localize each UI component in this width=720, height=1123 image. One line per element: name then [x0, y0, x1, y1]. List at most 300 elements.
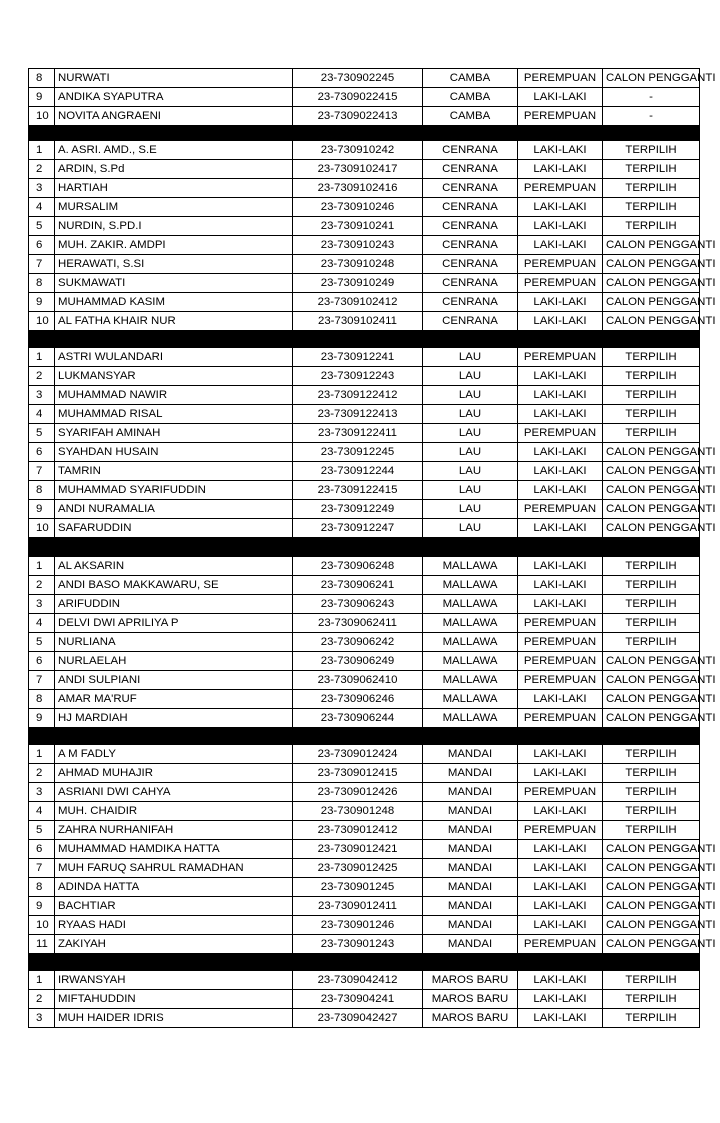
name-cell: ANDIKA SYAPUTRA [55, 88, 293, 107]
table-row [29, 840, 700, 859]
status-cell: TERPILIH [603, 764, 700, 783]
name-cell: AL AKSARIN [55, 557, 293, 576]
row-number-cell: 7 [29, 462, 55, 481]
row-number-cell: 6 [29, 840, 55, 859]
registration-number-cell: 23-7309062410 [293, 671, 423, 690]
row-number-cell: 10 [29, 916, 55, 935]
status-cell: CALON PENGGANTI [603, 519, 700, 538]
name-cell: A. ASRI. AMD., S.E [55, 141, 293, 160]
table-row [29, 198, 700, 217]
registration-number-cell: 23-7309042427 [293, 1009, 423, 1028]
row-number-cell: 9 [29, 897, 55, 916]
gender-cell: PEREMPUAN [518, 500, 603, 519]
table-row [29, 141, 700, 160]
status-cell: CALON PENGGANTI [603, 293, 700, 312]
row-number-cell: 10 [29, 519, 55, 538]
district-cell: MANDAI [423, 745, 518, 764]
table-row [29, 990, 700, 1009]
document-page [28, 68, 716, 1028]
status-cell: CALON PENGGANTI [603, 671, 700, 690]
status-cell: CALON PENGGANTI [603, 709, 700, 728]
district-cell: MANDAI [423, 897, 518, 916]
row-number-cell: 3 [29, 1009, 55, 1028]
name-cell: RYAAS HADI [55, 916, 293, 935]
section-separator [29, 331, 700, 348]
registration-number-cell: 23-730912247 [293, 519, 423, 538]
district-cell: MANDAI [423, 764, 518, 783]
district-cell: CENRANA [423, 198, 518, 217]
table-row [29, 462, 700, 481]
status-cell: CALON PENGGANTI [603, 443, 700, 462]
gender-cell: LAKI-LAKI [518, 443, 603, 462]
district-cell: MALLAWA [423, 576, 518, 595]
registration-number-cell: 23-730910246 [293, 198, 423, 217]
gender-cell: LAKI-LAKI [518, 576, 603, 595]
table-row [29, 179, 700, 198]
district-cell: MALLAWA [423, 709, 518, 728]
registration-number-cell: 23-7309102412 [293, 293, 423, 312]
name-cell: SYARIFAH AMINAH [55, 424, 293, 443]
row-number-cell: 1 [29, 745, 55, 764]
gender-cell: LAKI-LAKI [518, 367, 603, 386]
name-cell: IRWANSYAH [55, 971, 293, 990]
registration-number-cell: 23-730912243 [293, 367, 423, 386]
status-cell: TERPILIH [603, 141, 700, 160]
district-cell: LAU [423, 443, 518, 462]
table-row [29, 690, 700, 709]
name-cell: SAFARUDDIN [55, 519, 293, 538]
registration-number-cell: 23-7309012425 [293, 859, 423, 878]
name-cell: MUHAMMAD RISAL [55, 405, 293, 424]
row-number-cell: 3 [29, 386, 55, 405]
status-cell: CALON PENGGANTI [603, 500, 700, 519]
status-cell: CALON PENGGANTI [603, 859, 700, 878]
gender-cell: LAKI-LAKI [518, 293, 603, 312]
registration-number-cell: 23-7309012421 [293, 840, 423, 859]
status-cell: TERPILIH [603, 802, 700, 821]
name-cell: ANDI SULPIANI [55, 671, 293, 690]
status-cell: TERPILIH [603, 783, 700, 802]
gender-cell: PEREMPUAN [518, 274, 603, 293]
gender-cell: PEREMPUAN [518, 821, 603, 840]
table-row [29, 576, 700, 595]
registration-number-cell: 23-730906243 [293, 595, 423, 614]
gender-cell: PEREMPUAN [518, 783, 603, 802]
district-cell: CAMBA [423, 69, 518, 88]
name-cell: ZAKIYAH [55, 935, 293, 954]
name-cell: BACHTIAR [55, 897, 293, 916]
name-cell: ZAHRA NURHANIFAH [55, 821, 293, 840]
district-cell: LAU [423, 519, 518, 538]
row-number-cell: 11 [29, 935, 55, 954]
table-row [29, 595, 700, 614]
name-cell: MUHAMMAD KASIM [55, 293, 293, 312]
table-row [29, 557, 700, 576]
district-cell: MALLAWA [423, 614, 518, 633]
registration-number-cell: 23-7309122413 [293, 405, 423, 424]
row-number-cell: 8 [29, 481, 55, 500]
gender-cell: LAKI-LAKI [518, 160, 603, 179]
row-number-cell: 7 [29, 671, 55, 690]
gender-cell: PEREMPUAN [518, 709, 603, 728]
table-row [29, 897, 700, 916]
row-number-cell: 6 [29, 236, 55, 255]
row-number-cell: 8 [29, 274, 55, 293]
registration-number-cell: 23-7309012412 [293, 821, 423, 840]
status-cell: TERPILIH [603, 633, 700, 652]
row-number-cell: 2 [29, 576, 55, 595]
registration-number-cell: 23-7309042412 [293, 971, 423, 990]
name-cell: ASRIANI DWI CAHYA [55, 783, 293, 802]
table-row [29, 821, 700, 840]
registration-number-cell: 23-730910243 [293, 236, 423, 255]
district-cell: MAROS BARU [423, 1009, 518, 1028]
gender-cell: LAKI-LAKI [518, 690, 603, 709]
name-cell: DELVI DWI APRILIYA P [55, 614, 293, 633]
registration-number-cell: 23-7309022415 [293, 88, 423, 107]
gender-cell: PEREMPUAN [518, 652, 603, 671]
registration-number-cell: 23-730904241 [293, 990, 423, 1009]
table-row [29, 519, 700, 538]
registration-number-cell: 23-730910249 [293, 274, 423, 293]
registration-number-cell: 23-7309022413 [293, 107, 423, 126]
table-row [29, 614, 700, 633]
registration-number-cell: 23-7309122411 [293, 424, 423, 443]
district-cell: CENRANA [423, 160, 518, 179]
name-cell: LUKMANSYAR [55, 367, 293, 386]
status-cell: CALON PENGGANTI [603, 69, 700, 88]
row-number-cell: 8 [29, 69, 55, 88]
name-cell: HJ MARDIAH [55, 709, 293, 728]
row-number-cell: 6 [29, 652, 55, 671]
district-cell: CENRANA [423, 217, 518, 236]
gender-cell: LAKI-LAKI [518, 519, 603, 538]
status-cell: TERPILIH [603, 405, 700, 424]
gender-cell: LAKI-LAKI [518, 141, 603, 160]
registration-number-cell: 23-730912241 [293, 348, 423, 367]
row-number-cell: 4 [29, 405, 55, 424]
status-cell: TERPILIH [603, 217, 700, 236]
gender-cell: LAKI-LAKI [518, 595, 603, 614]
status-cell: TERPILIH [603, 595, 700, 614]
registration-number-cell: 23-7309102411 [293, 312, 423, 331]
name-cell: TAMRIN [55, 462, 293, 481]
status-cell: TERPILIH [603, 821, 700, 840]
table-row [29, 802, 700, 821]
gender-cell: LAKI-LAKI [518, 802, 603, 821]
table-row [29, 217, 700, 236]
gender-cell: PEREMPUAN [518, 255, 603, 274]
table-row [29, 783, 700, 802]
name-cell: ANDI BASO MAKKAWARU, SE [55, 576, 293, 595]
status-cell: TERPILIH [603, 576, 700, 595]
row-number-cell: 9 [29, 293, 55, 312]
district-cell: CENRANA [423, 312, 518, 331]
gender-cell: LAKI-LAKI [518, 386, 603, 405]
table-row [29, 500, 700, 519]
section-separator [29, 126, 700, 141]
registration-number-cell: 23-730901245 [293, 878, 423, 897]
status-cell: CALON PENGGANTI [603, 652, 700, 671]
table-row [29, 367, 700, 386]
table-row [29, 88, 700, 107]
gender-cell: LAKI-LAKI [518, 462, 603, 481]
district-cell: CENRANA [423, 274, 518, 293]
table-row [29, 236, 700, 255]
gender-cell: LAKI-LAKI [518, 1009, 603, 1028]
table-row [29, 745, 700, 764]
status-cell: CALON PENGGANTI [603, 916, 700, 935]
district-cell: MALLAWA [423, 671, 518, 690]
table-row [29, 671, 700, 690]
section-separator-bar [29, 126, 700, 141]
row-number-cell: 9 [29, 500, 55, 519]
name-cell: MUH HAIDER IDRIS [55, 1009, 293, 1028]
district-cell: CENRANA [423, 236, 518, 255]
registration-number-cell: 23-7309122412 [293, 386, 423, 405]
gender-cell: LAKI-LAKI [518, 764, 603, 783]
table-row [29, 312, 700, 331]
name-cell: MIFTAHUDDIN [55, 990, 293, 1009]
registration-number-cell: 23-7309122415 [293, 481, 423, 500]
gender-cell: LAKI-LAKI [518, 405, 603, 424]
section-separator [29, 538, 700, 557]
registration-number-cell: 23-730901246 [293, 916, 423, 935]
row-number-cell: 6 [29, 443, 55, 462]
name-cell: MURSALIM [55, 198, 293, 217]
gender-cell: LAKI-LAKI [518, 88, 603, 107]
registration-number-cell: 23-7309062411 [293, 614, 423, 633]
row-number-cell: 1 [29, 348, 55, 367]
status-cell: CALON PENGGANTI [603, 312, 700, 331]
gender-cell: LAKI-LAKI [518, 916, 603, 935]
gender-cell: PEREMPUAN [518, 935, 603, 954]
registration-number-cell: 23-730912244 [293, 462, 423, 481]
table-body [29, 69, 716, 1028]
status-cell: TERPILIH [603, 424, 700, 443]
district-cell: MANDAI [423, 783, 518, 802]
table-row [29, 1009, 700, 1028]
registration-number-cell: 23-730910248 [293, 255, 423, 274]
row-number-cell: 4 [29, 802, 55, 821]
name-cell: MUHAMMAD SYARIFUDDIN [55, 481, 293, 500]
row-number-cell: 8 [29, 878, 55, 897]
row-number-cell: 10 [29, 312, 55, 331]
gender-cell: LAKI-LAKI [518, 198, 603, 217]
row-number-cell: 5 [29, 424, 55, 443]
status-cell: CALON PENGGANTI [603, 840, 700, 859]
row-number-cell: 5 [29, 217, 55, 236]
gender-cell: PEREMPUAN [518, 107, 603, 126]
status-cell: CALON PENGGANTI [603, 690, 700, 709]
gender-cell: PEREMPUAN [518, 671, 603, 690]
status-cell: TERPILIH [603, 348, 700, 367]
registration-number-cell: 23-730910241 [293, 217, 423, 236]
name-cell: SUKMAWATI [55, 274, 293, 293]
table-row [29, 652, 700, 671]
gender-cell: LAKI-LAKI [518, 971, 603, 990]
name-cell: HERAWATI, S.SI [55, 255, 293, 274]
table-row [29, 633, 700, 652]
status-cell: TERPILIH [603, 198, 700, 217]
name-cell: AHMAD MUHAJIR [55, 764, 293, 783]
registration-number-cell: 23-730906242 [293, 633, 423, 652]
row-number-cell: 9 [29, 88, 55, 107]
name-cell: MUH FARUQ SAHRUL RAMADHAN [55, 859, 293, 878]
participant-table [28, 68, 716, 1028]
name-cell: ANDI NURAMALIA [55, 500, 293, 519]
row-number-cell: 4 [29, 614, 55, 633]
status-cell: TERPILIH [603, 990, 700, 1009]
gender-cell: LAKI-LAKI [518, 897, 603, 916]
name-cell: ASTRI WULANDARI [55, 348, 293, 367]
name-cell: NURDIN, S.PD.I [55, 217, 293, 236]
row-number-cell: 7 [29, 859, 55, 878]
name-cell: A M FADLY [55, 745, 293, 764]
name-cell: NURWATI [55, 69, 293, 88]
gender-cell: PEREMPUAN [518, 424, 603, 443]
gender-cell: PEREMPUAN [518, 348, 603, 367]
name-cell: NURLAELAH [55, 652, 293, 671]
table-row [29, 405, 700, 424]
name-cell: ARDIN, S.Pd [55, 160, 293, 179]
status-cell: CALON PENGGANTI [603, 255, 700, 274]
status-cell: TERPILIH [603, 614, 700, 633]
name-cell: MUHAMMAD HAMDIKA HATTA [55, 840, 293, 859]
status-cell: TERPILIH [603, 557, 700, 576]
status-cell: - [603, 88, 700, 107]
row-number-cell: 7 [29, 255, 55, 274]
table-row [29, 859, 700, 878]
section-separator-bar [29, 728, 700, 745]
section-separator-bar [29, 538, 700, 557]
row-number-cell: 2 [29, 160, 55, 179]
status-cell: TERPILIH [603, 745, 700, 764]
district-cell: MANDAI [423, 802, 518, 821]
district-cell: MANDAI [423, 821, 518, 840]
status-cell: TERPILIH [603, 971, 700, 990]
row-number-cell: 2 [29, 990, 55, 1009]
row-number-cell: 5 [29, 633, 55, 652]
row-number-cell: 2 [29, 367, 55, 386]
district-cell: MAROS BARU [423, 990, 518, 1009]
table-row [29, 348, 700, 367]
row-number-cell: 3 [29, 595, 55, 614]
gender-cell: PEREMPUAN [518, 633, 603, 652]
status-cell: CALON PENGGANTI [603, 935, 700, 954]
district-cell: LAU [423, 386, 518, 405]
district-cell: LAU [423, 367, 518, 386]
status-cell: TERPILIH [603, 160, 700, 179]
row-number-cell: 1 [29, 141, 55, 160]
status-cell: - [603, 107, 700, 126]
district-cell: MALLAWA [423, 633, 518, 652]
registration-number-cell: 23-730901248 [293, 802, 423, 821]
table-row [29, 255, 700, 274]
status-cell: CALON PENGGANTI [603, 236, 700, 255]
row-number-cell: 4 [29, 198, 55, 217]
gender-cell: LAKI-LAKI [518, 745, 603, 764]
district-cell: MANDAI [423, 916, 518, 935]
row-number-cell: 1 [29, 971, 55, 990]
gender-cell: LAKI-LAKI [518, 878, 603, 897]
district-cell: CAMBA [423, 88, 518, 107]
status-cell: CALON PENGGANTI [603, 878, 700, 897]
gender-cell: PEREMPUAN [518, 614, 603, 633]
registration-number-cell: 23-730906249 [293, 652, 423, 671]
district-cell: LAU [423, 500, 518, 519]
registration-number-cell: 23-730912245 [293, 443, 423, 462]
gender-cell: LAKI-LAKI [518, 312, 603, 331]
table-row [29, 935, 700, 954]
registration-number-cell: 23-7309012415 [293, 764, 423, 783]
district-cell: LAU [423, 424, 518, 443]
district-cell: LAU [423, 348, 518, 367]
district-cell: MANDAI [423, 935, 518, 954]
gender-cell: PEREMPUAN [518, 179, 603, 198]
name-cell: MUHAMMAD NAWIR [55, 386, 293, 405]
row-number-cell: 10 [29, 107, 55, 126]
table-row [29, 386, 700, 405]
row-number-cell: 5 [29, 821, 55, 840]
table-row [29, 293, 700, 312]
registration-number-cell: 23-730906241 [293, 576, 423, 595]
row-number-cell: 1 [29, 557, 55, 576]
district-cell: CENRANA [423, 293, 518, 312]
status-cell: CALON PENGGANTI [603, 462, 700, 481]
table-row [29, 764, 700, 783]
status-cell: TERPILIH [603, 386, 700, 405]
registration-number-cell: 23-7309012411 [293, 897, 423, 916]
registration-number-cell: 23-730906244 [293, 709, 423, 728]
gender-cell: LAKI-LAKI [518, 217, 603, 236]
status-cell: TERPILIH [603, 1009, 700, 1028]
gender-cell: LAKI-LAKI [518, 990, 603, 1009]
district-cell: MAROS BARU [423, 971, 518, 990]
table-row [29, 274, 700, 293]
gender-cell: LAKI-LAKI [518, 481, 603, 500]
registration-number-cell: 23-730906248 [293, 557, 423, 576]
name-cell: ADINDA HATTA [55, 878, 293, 897]
registration-number-cell: 23-730901243 [293, 935, 423, 954]
status-cell: TERPILIH [603, 367, 700, 386]
district-cell: MALLAWA [423, 595, 518, 614]
district-cell: MALLAWA [423, 690, 518, 709]
gender-cell: LAKI-LAKI [518, 840, 603, 859]
status-cell: TERPILIH [603, 179, 700, 198]
district-cell: MANDAI [423, 878, 518, 897]
table-row [29, 878, 700, 897]
registration-number-cell: 23-7309102416 [293, 179, 423, 198]
gender-cell: LAKI-LAKI [518, 236, 603, 255]
section-separator [29, 954, 700, 971]
status-cell: CALON PENGGANTI [603, 897, 700, 916]
name-cell: AMAR MA'RUF [55, 690, 293, 709]
district-cell: CENRANA [423, 141, 518, 160]
table-row [29, 69, 700, 88]
district-cell: CENRANA [423, 255, 518, 274]
registration-number-cell: 23-7309012424 [293, 745, 423, 764]
registration-number-cell: 23-730902245 [293, 69, 423, 88]
registration-number-cell: 23-7309102417 [293, 160, 423, 179]
district-cell: MANDAI [423, 840, 518, 859]
table-row [29, 971, 700, 990]
gender-cell: LAKI-LAKI [518, 557, 603, 576]
name-cell: ARIFUDDIN [55, 595, 293, 614]
district-cell: CENRANA [423, 179, 518, 198]
district-cell: LAU [423, 481, 518, 500]
name-cell: MUH. CHAIDIR [55, 802, 293, 821]
